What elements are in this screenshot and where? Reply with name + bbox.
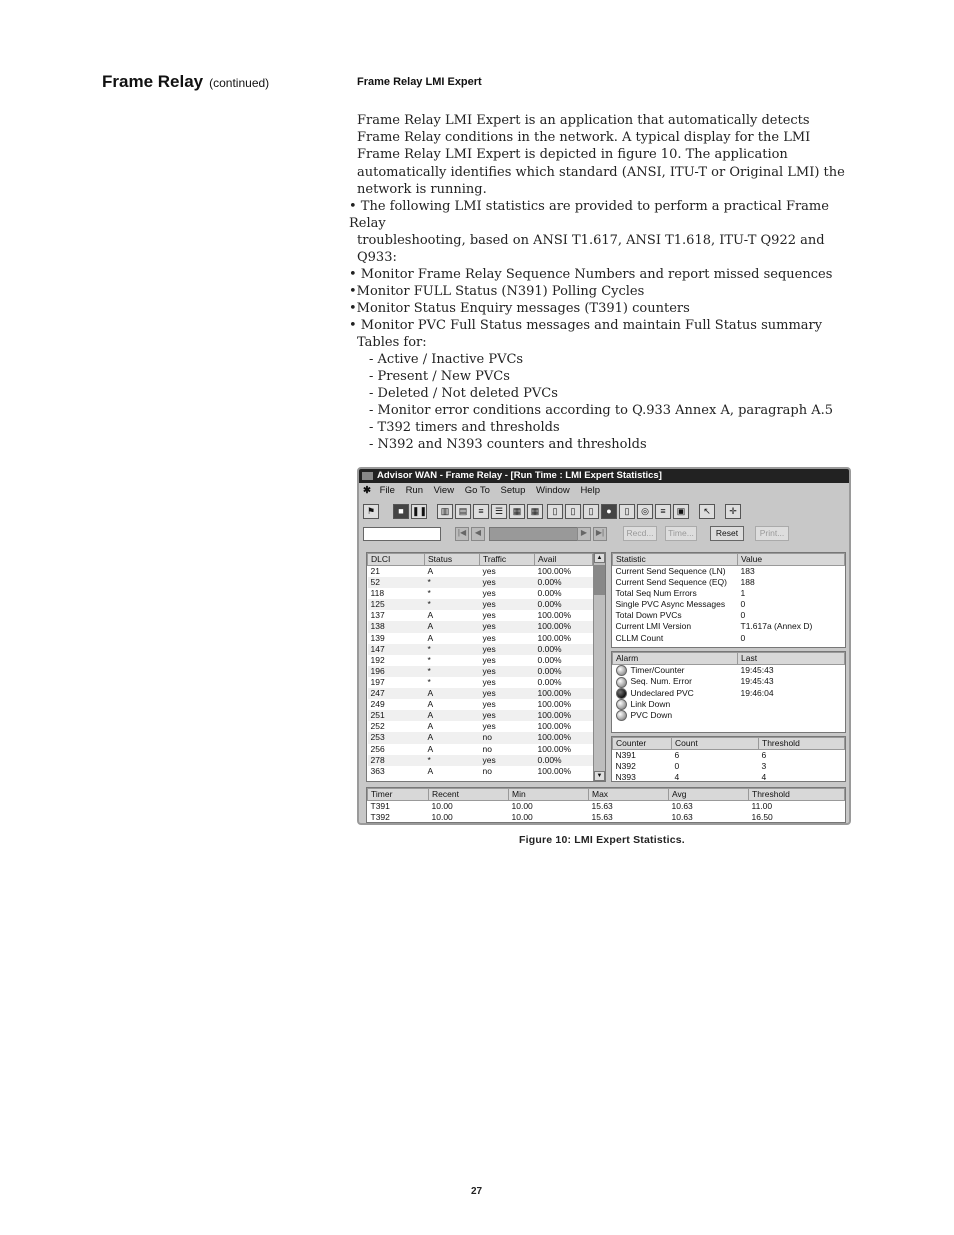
table-cell: 188 xyxy=(740,577,755,588)
table-cell: 6 xyxy=(674,750,680,760)
timer-table-body xyxy=(368,801,845,824)
list-icon[interactable]: ☰ xyxy=(491,504,507,519)
table-cell: 252 xyxy=(370,721,385,732)
column-header[interactable]: Statistic xyxy=(613,554,738,566)
table-cell: 52 xyxy=(368,577,425,588)
monitor-icon[interactable]: ▣ xyxy=(673,504,689,519)
pause-icon[interactable]: ❚❚ xyxy=(411,504,427,519)
table-row[interactable] xyxy=(368,621,593,632)
column-header[interactable]: Threshold xyxy=(759,738,845,750)
table-cell: no xyxy=(482,743,492,754)
sub-item: - Monitor error conditions according to Q.933 Annex A, paragraph A.5 xyxy=(369,403,834,418)
section-title-text: Frame Relay xyxy=(102,72,204,91)
menu-setup[interactable]: Setup xyxy=(500,485,526,496)
table-cell: A xyxy=(425,732,480,743)
next-icon[interactable]: ▶ xyxy=(577,527,591,541)
table-cell: N393 xyxy=(615,772,636,782)
table-cell: 16.50 xyxy=(751,812,773,823)
table-cell: T1.617a (Annex D) xyxy=(740,621,813,632)
graph-icon[interactable]: ▤ xyxy=(455,504,471,519)
table-cell: 118 xyxy=(370,588,385,599)
alarm-cell xyxy=(613,688,738,699)
table-cell: * xyxy=(425,644,480,655)
alarm-last: 19:45:43 xyxy=(740,676,774,687)
alarm-pane xyxy=(611,651,846,733)
timer-table xyxy=(367,788,845,823)
toolbar xyxy=(363,502,845,522)
bullet-list xyxy=(349,198,859,453)
table-row[interactable] xyxy=(368,588,593,599)
table-cell: A xyxy=(427,699,434,710)
table-cell: Current Send Sequence (EQ) xyxy=(615,577,728,588)
table-cell: * xyxy=(425,577,480,588)
bullet-line: •Monitor Status Enquiry messages (T391) counters xyxy=(349,301,690,316)
table-cell: 251 xyxy=(368,710,425,721)
window-title: Advisor WAN - Frame Relay - [Run Time : LMI Expert Statistics] xyxy=(377,470,662,481)
table-row[interactable] xyxy=(368,688,593,699)
alarm-cell xyxy=(613,710,738,721)
table-row[interactable] xyxy=(368,710,593,721)
table-cell: N391 xyxy=(615,750,636,760)
table-cell: 10.00 xyxy=(431,812,453,823)
column-header[interactable]: Min xyxy=(509,789,589,801)
table-cell: 100.00% xyxy=(537,566,572,576)
dlci-scrollbar[interactable] xyxy=(593,553,605,781)
table-row[interactable] xyxy=(368,721,593,732)
table-row[interactable] xyxy=(368,666,593,677)
alarm-cell xyxy=(613,676,738,687)
lmi-expert-window xyxy=(357,467,851,825)
reset-button[interactable]: Reset xyxy=(710,526,744,541)
table-cell: Current Send Sequence (LN) xyxy=(615,566,726,576)
table-row[interactable] xyxy=(368,744,593,755)
figure-caption: Figure 10: LMI Expert Statistics. xyxy=(519,834,685,846)
sub-item: - Present / New PVCs xyxy=(369,369,510,384)
table-cell: * xyxy=(427,654,431,665)
disabled-tool-icon[interactable]: ▯ xyxy=(547,504,563,519)
record-button[interactable]: Recd... xyxy=(623,526,657,541)
counter-table xyxy=(612,737,845,782)
table-cell: 125 xyxy=(368,599,425,610)
alarm-led-icon xyxy=(616,710,627,721)
table-cell: 100.00% xyxy=(537,743,572,754)
page-number: 27 xyxy=(471,1186,483,1197)
equalizer-icon[interactable]: ≡ xyxy=(655,504,671,519)
column-header[interactable]: Counter xyxy=(613,738,672,750)
alarm-row[interactable] xyxy=(613,665,845,677)
table-cell: A xyxy=(427,721,434,732)
window-titlebar[interactable] xyxy=(359,469,849,483)
table-cell: yes xyxy=(482,721,496,732)
table-cell: 10.63 xyxy=(671,812,693,823)
column-header[interactable]: Last xyxy=(738,653,845,665)
table-cell: 137 xyxy=(370,610,385,621)
table-row[interactable] xyxy=(368,732,593,743)
table-cell: 256 xyxy=(370,743,385,754)
table-row[interactable] xyxy=(368,766,593,777)
table-cell: 138 xyxy=(368,621,425,632)
table-cell: 0.00% xyxy=(537,676,562,687)
alarm-cell xyxy=(613,665,738,677)
counter-table-body xyxy=(613,750,845,783)
column-header[interactable]: Status xyxy=(425,554,480,566)
table-row[interactable] xyxy=(368,644,593,655)
menu-goto[interactable]: Go To xyxy=(464,485,490,496)
table-cell: yes xyxy=(480,577,535,588)
table-row[interactable] xyxy=(613,621,845,632)
table-cell: 100.00% xyxy=(537,765,572,776)
bullet-line: • The following LMI statistics are provided to perform a practical Frame Relay xyxy=(349,199,829,231)
table-cell: 10.00 xyxy=(511,812,533,823)
table-row[interactable] xyxy=(368,755,593,766)
print-button[interactable]: Print... xyxy=(755,526,789,541)
alarm-last: 19:45:43 xyxy=(740,665,774,676)
table-cell: A xyxy=(425,688,480,699)
table-row[interactable] xyxy=(613,633,845,644)
table-cell: yes xyxy=(480,621,535,632)
table-cell: yes xyxy=(482,676,496,687)
table-row[interactable] xyxy=(613,577,845,588)
table-cell: 4 xyxy=(674,772,680,782)
sub-item: - N392 and N393 counters and thresholds xyxy=(369,437,647,452)
table-cell: 0 xyxy=(740,632,746,643)
table-cell: Current LMI Version xyxy=(615,621,692,632)
table-cell: 10.00 xyxy=(511,801,533,811)
table-icon[interactable]: ▦ xyxy=(509,504,525,519)
table-cell: 249 xyxy=(370,699,385,710)
sub-item: - T392 timers and thresholds xyxy=(369,420,560,435)
table-cell: yes xyxy=(482,588,496,599)
table-cell: 0 xyxy=(740,599,746,610)
time-button[interactable]: Time... xyxy=(665,526,697,541)
pointer-icon[interactable]: ↖ xyxy=(699,504,715,519)
table-cell: 4 xyxy=(761,772,767,782)
table-row[interactable] xyxy=(368,812,845,823)
table-cell: A xyxy=(427,765,434,776)
table-cell: A xyxy=(425,621,480,632)
alarm-row[interactable] xyxy=(613,710,845,721)
table-row[interactable] xyxy=(368,599,593,610)
table-row[interactable] xyxy=(368,577,593,588)
alarm-table xyxy=(612,652,845,721)
intro-paragraph: Frame Relay LMI Expert is an application that automatically detects Frame Relay conditions in the network. A typical display for the LMI Frame Relay LMI Expert is depicted in figure 10. The application automatically identifies which standard (ANSI, ITU-T or Original LMI) the network is running. xyxy=(357,113,845,197)
alarm-cell xyxy=(613,699,738,710)
alarm-last xyxy=(738,699,845,710)
table-cell: T391 xyxy=(370,801,390,811)
table-row[interactable] xyxy=(368,655,593,666)
table-cell: A xyxy=(427,743,434,754)
table-cell: 0.00% xyxy=(535,666,593,677)
table-cell: 0.00% xyxy=(535,577,593,588)
table-cell: Total Down PVCs xyxy=(615,610,682,621)
first-icon[interactable]: |◀ xyxy=(455,527,469,541)
disabled-tool-icon[interactable]: ◎ xyxy=(637,504,653,519)
menu-window[interactable]: Window xyxy=(536,485,570,496)
table-cell: A xyxy=(427,566,434,576)
table-cell: yes xyxy=(482,632,496,643)
table-cell: yes xyxy=(482,566,496,576)
table-cell: yes xyxy=(482,699,496,710)
table-cell: T392 xyxy=(370,812,390,823)
table-cell: 0 xyxy=(674,761,680,772)
table-cell: A xyxy=(425,710,480,721)
chart-icon[interactable]: ▥ xyxy=(437,504,453,519)
scroll-up-icon[interactable]: ▲ xyxy=(594,553,605,563)
table-cell: 100.00% xyxy=(537,610,572,621)
disabled-tool-icon[interactable]: ▯ xyxy=(619,504,635,519)
counter-pane xyxy=(611,736,846,782)
table-cell: yes xyxy=(480,710,535,721)
table-cell: A xyxy=(427,610,434,621)
table-cell: A xyxy=(427,632,434,643)
document-icon[interactable]: ≡ xyxy=(473,504,489,519)
alarm-table-body xyxy=(613,665,845,722)
table-cell: 6 xyxy=(761,750,767,760)
prev-icon[interactable]: ◀ xyxy=(471,527,485,541)
alarm-row[interactable] xyxy=(613,699,845,710)
app-icon[interactable]: ✱ xyxy=(363,485,371,496)
table-cell: yes xyxy=(480,666,535,677)
table-cell: yes xyxy=(480,599,535,610)
dlci-table-wrap xyxy=(367,553,593,777)
menu-help[interactable]: Help xyxy=(580,485,600,496)
column-header[interactable]: Value xyxy=(738,554,845,566)
table-cell: * xyxy=(425,755,480,766)
statistic-table-body xyxy=(613,566,845,644)
menu-bar xyxy=(359,484,849,498)
section-title xyxy=(102,72,269,92)
column-header[interactable]: Avg xyxy=(669,789,749,801)
menu-file[interactable]: File xyxy=(379,485,395,496)
alarm-name: PVC Down xyxy=(630,710,673,720)
table-cell: 183 xyxy=(740,566,755,576)
column-header[interactable]: Max xyxy=(589,789,669,801)
table-cell: 0 xyxy=(740,610,746,621)
table-row[interactable] xyxy=(368,699,593,710)
table-cell: 0.00% xyxy=(537,654,562,665)
table-row[interactable] xyxy=(613,610,845,621)
table-cell: 196 xyxy=(368,666,425,677)
table-cell: CLLM Count xyxy=(615,632,664,643)
table-cell: 100.00% xyxy=(535,710,593,721)
table-row[interactable] xyxy=(613,772,845,782)
alarm-last: 19:46:04 xyxy=(740,687,774,698)
alarm-name: Link Down xyxy=(630,698,671,709)
table-row[interactable] xyxy=(613,566,845,578)
record-icon[interactable]: ● xyxy=(601,504,617,519)
table-cell: no xyxy=(480,732,535,743)
alarm-name: Undeclared PVC xyxy=(630,687,694,698)
table-cell: * xyxy=(427,588,431,599)
table-row[interactable] xyxy=(613,599,845,610)
last-icon[interactable]: ▶| xyxy=(593,527,607,541)
table-row[interactable] xyxy=(613,588,845,599)
column-header[interactable]: Avail xyxy=(535,554,593,566)
disabled-tool-icon[interactable]: ▯ xyxy=(583,504,599,519)
table-cell: 100.00% xyxy=(535,732,593,743)
column-header[interactable]: Alarm xyxy=(613,653,738,665)
table-cell: 197 xyxy=(370,676,385,687)
column-header[interactable]: Threshold xyxy=(749,789,845,801)
statistic-table xyxy=(612,553,845,644)
scroll-thumb[interactable] xyxy=(594,565,605,595)
table-cell: yes xyxy=(480,755,535,766)
bullet-line: • Monitor PVC Full Status messages and maintain Full Status summary xyxy=(349,318,823,333)
alarm-last xyxy=(738,710,845,721)
table-row[interactable] xyxy=(368,566,593,578)
timer-pane xyxy=(366,787,846,823)
table-cell: yes xyxy=(480,688,535,699)
alarm-name: Seq. Num. Error xyxy=(630,676,692,687)
stop-icon[interactable]: ■ xyxy=(393,504,409,519)
table-row[interactable] xyxy=(368,610,593,621)
bullet-line: • Monitor Frame Relay Sequence Numbers and report missed sequences xyxy=(349,267,833,282)
table-cell: 192 xyxy=(370,654,385,665)
table-cell: Single PVC Async Messages xyxy=(615,599,726,610)
menu-view[interactable]: View xyxy=(433,485,455,496)
table-cell: 11.00 xyxy=(751,801,773,811)
table-cell: 363 xyxy=(370,765,385,776)
bullet-line: •Monitor FULL Status (N391) Polling Cycles xyxy=(349,284,645,299)
bullet-line: Tables for: xyxy=(357,335,427,350)
statistic-pane xyxy=(611,552,846,648)
grid-icon[interactable]: ▦ xyxy=(527,504,543,519)
bullet-line: troubleshooting, based on ANSI T1.617, ANSI T1.618, ITU-T Q922 and Q933: xyxy=(357,233,825,265)
column-header[interactable]: DLCI xyxy=(368,554,425,566)
table-cell: 278 xyxy=(368,755,425,766)
column-header[interactable]: Count xyxy=(672,738,759,750)
system-menu-icon[interactable] xyxy=(362,472,373,480)
menu-run[interactable]: Run xyxy=(405,485,423,496)
table-cell: * xyxy=(427,676,431,687)
dlci-table xyxy=(367,553,593,777)
table-cell: 100.00% xyxy=(537,721,572,732)
subheading: Frame Relay LMI Expert xyxy=(357,76,482,88)
table-cell: yes xyxy=(480,644,535,655)
table-row[interactable] xyxy=(613,750,845,762)
time-slider[interactable] xyxy=(489,527,589,541)
table-cell: 0.00% xyxy=(537,588,562,599)
alarm-name: Timer/Counter xyxy=(630,665,685,675)
table-cell: 3 xyxy=(761,761,767,772)
table-cell: 100.00% xyxy=(535,621,593,632)
table-cell: 10.63 xyxy=(671,801,693,811)
table-cell: 0.00% xyxy=(535,599,593,610)
control-bar xyxy=(363,526,845,544)
alarm-led-icon xyxy=(616,688,627,699)
alarm-led-icon xyxy=(616,665,627,676)
table-cell: 253 xyxy=(368,732,425,743)
crosshair-icon[interactable]: ✛ xyxy=(725,504,741,519)
dlci-pane xyxy=(366,552,606,782)
section-subtitle: (continued) xyxy=(209,76,270,90)
sub-item: - Active / Inactive PVCs xyxy=(369,352,524,367)
table-cell: 0.00% xyxy=(535,644,593,655)
table-cell: * xyxy=(425,599,480,610)
alarm-row[interactable] xyxy=(613,688,845,699)
sub-item: - Deleted / Not deleted PVCs xyxy=(369,386,558,401)
scroll-down-icon[interactable]: ▼ xyxy=(594,771,605,781)
alarm-led-icon xyxy=(616,677,627,688)
table-row[interactable] xyxy=(368,801,845,813)
table-row[interactable] xyxy=(368,633,593,644)
table-cell: 247 xyxy=(368,688,425,699)
table-cell: * xyxy=(425,666,480,677)
run-icon[interactable]: ⚑ xyxy=(363,504,379,519)
selector-field[interactable] xyxy=(363,527,441,541)
table-cell: 100.00% xyxy=(535,688,593,699)
table-cell: 0.00% xyxy=(535,755,593,766)
column-header[interactable]: Recent xyxy=(429,789,509,801)
table-cell: 15.63 xyxy=(591,801,613,811)
table-cell: N392 xyxy=(615,761,636,772)
table-cell: 15.63 xyxy=(591,812,613,823)
table-cell: yes xyxy=(482,610,496,621)
disabled-tool-icon[interactable]: ▯ xyxy=(565,504,581,519)
table-cell: no xyxy=(482,765,492,776)
alarm-led-icon xyxy=(616,699,627,710)
table-cell: 139 xyxy=(370,632,385,643)
column-header[interactable]: Timer xyxy=(368,789,429,801)
table-cell: yes xyxy=(482,654,496,665)
table-cell: Total Seq Num Errors xyxy=(615,588,697,599)
table-cell: 21 xyxy=(370,566,380,576)
dlci-table-body xyxy=(368,566,593,777)
table-cell: 147 xyxy=(368,644,425,655)
table-row[interactable] xyxy=(368,677,593,688)
table-row[interactable] xyxy=(613,761,845,772)
table-cell: 10.00 xyxy=(431,801,453,811)
column-header[interactable]: Traffic xyxy=(480,554,535,566)
alarm-row[interactable] xyxy=(613,676,845,687)
table-cell: 1 xyxy=(740,588,746,599)
table-cell: 100.00% xyxy=(537,632,572,643)
table-cell: 100.00% xyxy=(537,699,572,710)
